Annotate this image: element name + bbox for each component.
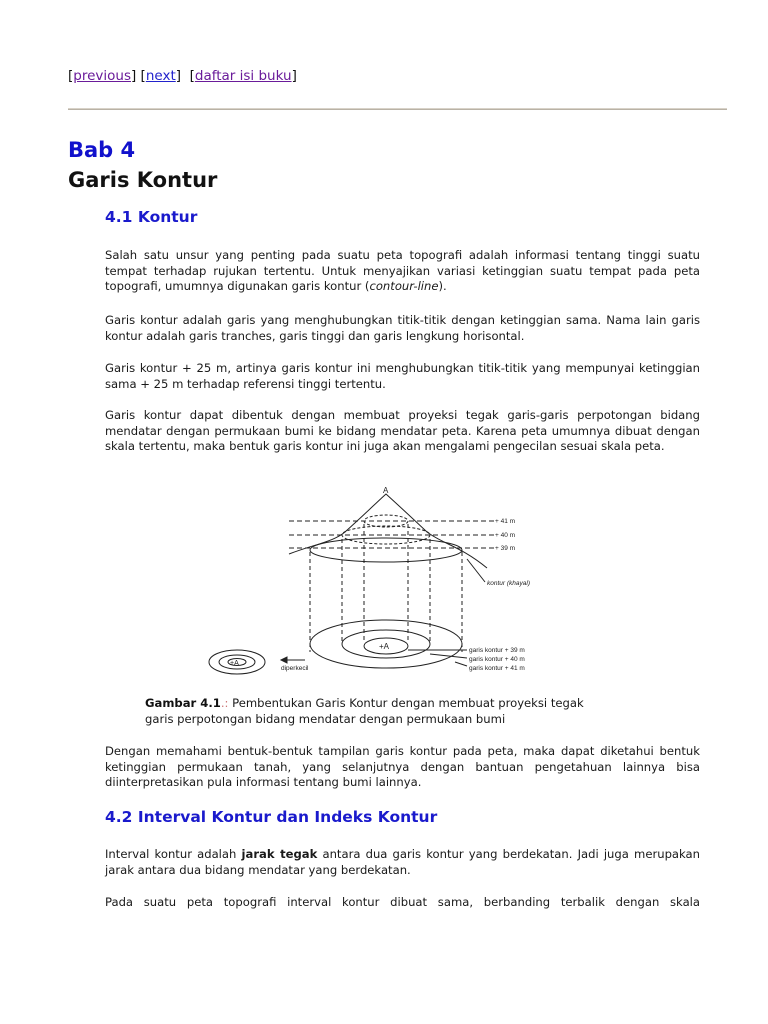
caption-text-line2: garis perpotongan bidang mendatar dengan permukaan bumi [145,711,506,726]
bold-text: jarak tegak [241,847,318,861]
paragraph-text: Salah satu unsur yang penting pada suatu peta topografi adalah informasi tentang tinggi suatu tempat terhadap rujukan tertentu. Untuk menyajikan variasi ketinggian suatu tempat pada peta topografi, umumnya digunakan garis kontur ( [105,248,700,294]
nav-bracket: [ [68,68,74,84]
small-map-peak-label: +A [230,660,239,667]
map-peak-label: +A [379,642,390,651]
paragraph-text: Interval kontur adalah [105,847,242,861]
level-label-39: + 39 m [495,545,516,552]
scaled-down-label: diperkecil [281,665,309,672]
chapter-number: Bab 4 [68,138,136,162]
paragraph-text: ). [438,279,447,294]
contour-projection-figure [205,484,565,684]
top-navigation [68,68,297,84]
horizontal-divider [68,108,727,110]
paragraph [105,313,700,344]
paragraph [105,895,700,911]
paragraph [105,408,700,455]
caption-text-line1: Pembentukan Garis Kontur dengan membuat proyeksi tegak [228,696,584,710]
level-label-40: + 40 m [495,532,516,539]
caption-label: Gambar 4.1 [145,696,221,710]
nav-separator: ] [ [175,68,195,84]
paragraph [105,847,700,878]
paragraph-text: Garis kontur + 25 m, artinya garis kontur ini menghubungkan titik-titik yang mempunyai ketinggian sama + 25 m terhadap referensi tinggi tertentu. [105,361,700,391]
paragraph [105,744,700,791]
level-label-41: + 41 m [495,518,516,525]
caption-separator: .: [220,696,229,710]
contour-41-label: garis kontur + 41 m [469,665,525,672]
next-link[interactable]: next [145,68,176,84]
contour-40-label: garis kontur + 40 m [469,656,525,663]
nav-separator: ] [ [131,68,146,84]
nav-bracket: ] [291,68,297,84]
paragraph-text: Dengan memahami bentuk-bentuk tampilan garis kontur pada peta, maka dapat diketahui bentuk ketinggian permukaan tanah, yang selanjutnya dengan bantuan pengetahuan lainnya bisa diinterpretasikan pula informasi tentang bumi lainnya. [105,744,700,790]
imaginary-contour-label: kontur (khayal) [487,580,530,587]
paragraph [105,248,700,295]
paragraph-text: Garis kontur dapat dibentuk dengan membuat proyeksi tegak garis-garis perpotongan bidang mendatar dengan permukaan bumi ke bidang mendatar peta. Karena peta umumnya dibuat dengan skala tertentu, maka bentuk garis kontur ini juga akan mengalami pengecilan sesuai skala peta. [105,408,700,454]
contour-39-label: garis kontur + 39 m [469,647,525,654]
paragraph-text: Pada suatu peta topografi interval kontur dibuat sama, berbanding terbalik dengan skala [105,895,700,909]
peak-label: A [383,486,389,495]
paragraph-text: antara dua garis kontur yang berdekatan. Jadi juga merupakan jarak antara dua bidang mendatar yang berdekatan. [105,847,700,877]
previous-link[interactable]: previous [73,68,131,84]
paragraph-text: Garis kontur adalah garis yang menghubungkan titik-titik dengan ketinggian sama. Nama lain garis kontur adalah garis tranches, garis tinggi dan garis lengkung horisontal. [105,313,700,343]
figure-caption [145,696,645,727]
paragraph [105,361,700,392]
contour-diagram [205,484,565,684]
section-heading-kontur: 4.1 Kontur [105,208,198,226]
section-heading-interval: 4.2 Interval Kontur dan Indeks Kontur [105,808,438,826]
table-of-contents-link[interactable]: daftar isi buku [194,68,292,84]
emphasis-text: contour-line [369,279,439,294]
chapter-title: Garis Kontur [68,168,218,192]
